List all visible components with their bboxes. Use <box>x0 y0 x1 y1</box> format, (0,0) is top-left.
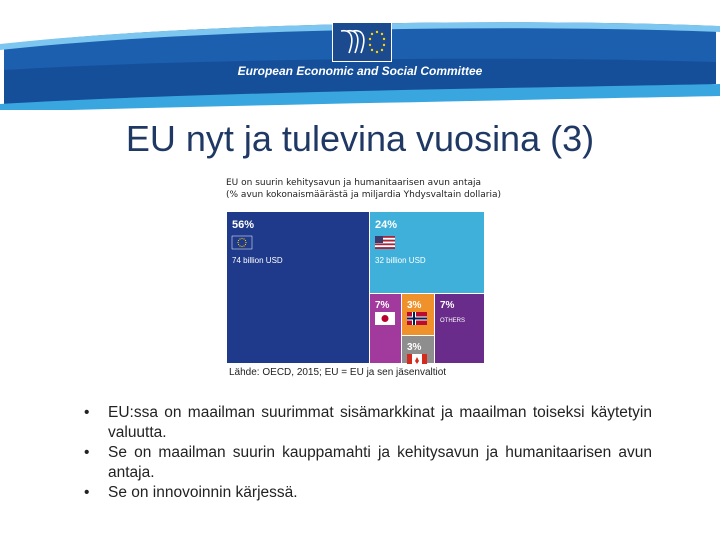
bullet-marker: • <box>84 484 90 501</box>
treemap-cell-sublabel: 32 billion USD <box>375 256 426 265</box>
treemap-cell <box>227 212 369 363</box>
treemap-cell-label: 7% <box>375 300 390 311</box>
treemap-cell-label: 24% <box>375 219 398 231</box>
canada-flag-band <box>422 354 427 364</box>
eu-flag-star <box>245 240 246 241</box>
japan-flag <box>375 312 395 325</box>
bullet-item <box>84 443 652 483</box>
eu-flag-star <box>245 244 246 245</box>
treemap-chart <box>227 212 485 364</box>
treemap-cell-label: 3% <box>407 300 422 311</box>
us-flag <box>375 236 395 249</box>
bullet-item <box>84 403 652 443</box>
japan-flag-disc <box>382 315 389 322</box>
treemap-cell-sublabel: 74 billion USD <box>232 256 283 265</box>
eu-flag-star <box>237 242 238 243</box>
page-title: EU nyt ja tulevina vuosina (3) <box>125 118 595 159</box>
eesc-logo <box>332 22 392 62</box>
eu-flag-star <box>243 238 244 239</box>
us-flag-stripe <box>375 247 395 249</box>
bullet-text: Se on maailman suurin kauppamahti ja kehitysavun ja humanitaarisen avun antaja. <box>108 444 652 481</box>
eu-flag <box>232 236 252 249</box>
canada-flag-band <box>407 354 412 364</box>
bullet-list <box>84 403 652 503</box>
eu-flag-star <box>241 246 242 247</box>
bullet-text: Se on innovoinnin kärjessä. <box>108 484 298 501</box>
bullet-marker: • <box>84 404 90 421</box>
norway-flag <box>407 312 427 325</box>
us-flag-stripe <box>375 243 395 245</box>
chart-subtitle: (% avun kokonaismäärästä ja miljardia Yhdysvaltain dollaria) <box>226 190 501 200</box>
eu-flag-star <box>239 238 240 239</box>
organization-name: European Economic and Social Committee <box>237 64 483 78</box>
eu-flag-star <box>241 238 242 239</box>
eu-flag-star <box>239 245 240 246</box>
canada-flag <box>407 354 427 364</box>
norway-flag-cross-inner <box>407 318 427 320</box>
eu-flag-star <box>238 240 239 241</box>
us-flag-stripe <box>375 245 395 247</box>
eu-flag-star <box>238 244 239 245</box>
chart-source: Lähde: OECD, 2015; EU = EU ja sen jäsenvaltiot <box>229 367 447 378</box>
treemap-cell-sublabel: OTHERS <box>440 318 466 324</box>
bullet-marker: • <box>84 444 90 461</box>
eu-flag-star <box>243 245 244 246</box>
chart-title: EU on suurin kehitysavun ja humanitaarisen avun antaja <box>226 178 482 188</box>
us-flag-canton <box>375 236 383 243</box>
bullet-item <box>84 483 652 503</box>
treemap-cell-label: 3% <box>407 342 422 353</box>
treemap-cell-label: 7% <box>440 300 455 311</box>
eu-flag-star <box>245 242 246 243</box>
chart-title-block <box>226 177 556 201</box>
bullet-text: EU:ssa on maailman suurimmat sisämarkkinat ja maailman toiseksi käytetyin valuutta. <box>108 404 652 441</box>
treemap-cell-label: 56% <box>232 219 255 231</box>
